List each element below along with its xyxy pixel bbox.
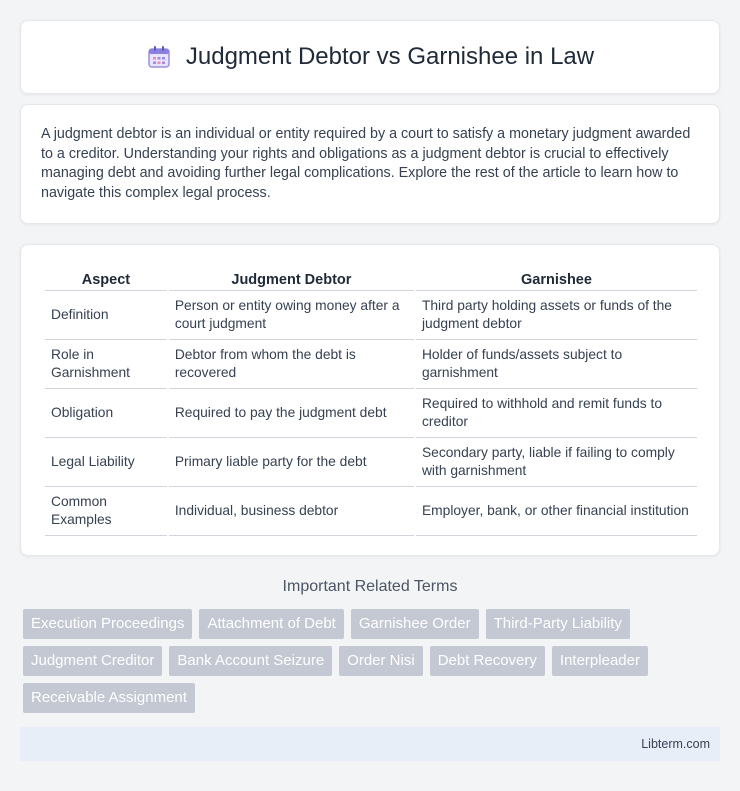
table-row bbox=[45, 340, 697, 389]
related-term-tag[interactable]: Interpleader bbox=[552, 646, 648, 676]
comparison-table-card bbox=[20, 244, 720, 556]
table-cell: Holder of funds/assets subject to garnishment bbox=[416, 340, 697, 389]
table-cell: Individual, business debtor bbox=[169, 487, 414, 536]
table-cell: Secondary party, liable if failing to comply with garnishment bbox=[416, 438, 697, 487]
page-title: Judgment Debtor vs Garnishee in Law bbox=[185, 43, 595, 70]
column-header-garnishee: Garnishee bbox=[416, 265, 697, 291]
table-cell: Required to withhold and remit funds to creditor bbox=[416, 389, 697, 438]
table-cell: Debtor from whom the debt is recovered bbox=[169, 340, 414, 389]
column-header-judgment-debtor: Judgment Debtor bbox=[169, 265, 414, 291]
table-row bbox=[45, 389, 697, 438]
related-term-tag[interactable]: Bank Account Seizure bbox=[169, 646, 332, 676]
related-term-tag[interactable]: Execution Proceedings bbox=[23, 609, 192, 639]
related-term-tag[interactable]: Order Nisi bbox=[339, 646, 423, 676]
column-header-aspect: Aspect bbox=[45, 265, 167, 291]
footer bbox=[20, 727, 720, 761]
table-header-row bbox=[45, 265, 697, 291]
related-term-tag[interactable]: Debt Recovery bbox=[430, 646, 545, 676]
table-cell: Required to pay the judgment debt bbox=[169, 389, 414, 438]
table-cell: Person or entity owing money after a court judgment bbox=[169, 291, 414, 340]
table-row bbox=[45, 438, 697, 487]
related-term-tag[interactable]: Third-Party Liability bbox=[486, 609, 630, 639]
calendar-icon bbox=[146, 44, 172, 70]
footer-site-link[interactable]: Libterm.com bbox=[641, 737, 710, 751]
related-term-tag[interactable]: Receivable Assignment bbox=[23, 683, 195, 713]
comparison-table bbox=[43, 265, 699, 536]
intro-card bbox=[20, 104, 720, 224]
related-terms-list bbox=[23, 609, 723, 713]
related-term-tag[interactable]: Garnishee Order bbox=[351, 609, 479, 639]
table-cell: Primary liable party for the debt bbox=[169, 438, 414, 487]
related-terms-title: Important Related Terms bbox=[282, 578, 458, 595]
table-row bbox=[45, 487, 697, 536]
header-card bbox=[20, 20, 720, 94]
table-cell: Employer, bank, or other financial institution bbox=[416, 487, 697, 536]
related-term-tag[interactable]: Attachment of Debt bbox=[199, 609, 343, 639]
table-cell: Common Examples bbox=[45, 487, 167, 536]
table-cell: Legal Liability bbox=[45, 438, 167, 487]
intro-text: A judgment debtor is an individual or entity required by a court to satisfy a monetary judgment awarded to a creditor. Understanding your rights and obligations as a judgment debtor is crucial to effectively managing debt and avoiding further legal complications. Explore the rest of the article to learn how to navigate this complex legal process. bbox=[41, 126, 691, 201]
table-cell: Definition bbox=[45, 291, 167, 340]
table-cell: Obligation bbox=[45, 389, 167, 438]
table-cell: Third party holding assets or funds of the judgment debtor bbox=[416, 291, 697, 340]
related-term-tag[interactable]: Judgment Creditor bbox=[23, 646, 162, 676]
table-cell: Role in Garnishment bbox=[45, 340, 167, 389]
table-row bbox=[45, 291, 697, 340]
